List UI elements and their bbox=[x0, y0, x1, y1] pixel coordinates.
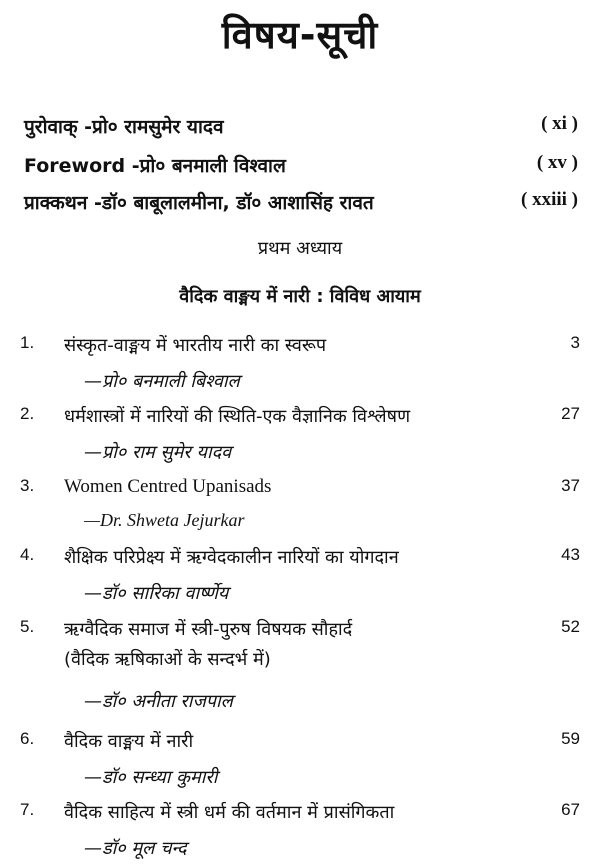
entry-page: 59 bbox=[561, 729, 580, 748]
front-matter-label: Foreword -प्रो० बनमाली विश्वाल bbox=[24, 155, 286, 177]
entry-number: 3. bbox=[20, 476, 35, 495]
entry-title: वैदिक साहित्य में स्त्री धर्म की वर्तमान में प्रासंगिकता bbox=[64, 802, 395, 823]
chapter-heading: प्रथम अध्याय bbox=[257, 238, 343, 259]
front-matter-label: प्राक्कथन -डॉ० बाबूलालमीना, डॉ० आशासिंह रावत bbox=[24, 192, 374, 214]
entry-author: —Dr. Shweta Jejurkar bbox=[84, 510, 245, 530]
front-matter-page: ( xxiii ) bbox=[521, 189, 578, 210]
entry-number: 2. bbox=[20, 404, 35, 423]
entry-number: 7. bbox=[20, 800, 35, 819]
entry-page: 3 bbox=[570, 333, 580, 352]
entry-title: Women Centred Upanisads bbox=[64, 476, 272, 497]
entry-author: —डॉ० सारिका वार्ष्णेय bbox=[84, 583, 229, 604]
entry-title: ऋग्वैदिक समाज में स्त्री-पुरुष विषयक सौहार्द bbox=[64, 619, 353, 640]
front-matter-page: ( xi ) bbox=[541, 113, 578, 134]
entry-page: 37 bbox=[561, 476, 580, 495]
entry-page: 43 bbox=[561, 545, 580, 564]
entry-author: —डॉ० सन्ध्या कुमारी bbox=[84, 767, 218, 788]
entry-title: धर्मशास्त्रों में नारियों की स्थिति-एक वैज्ञानिक विश्लेषण bbox=[64, 406, 411, 427]
entry-title: शैक्षिक परिप्रेक्ष्य में ऋग्वेदकालीन नारियों का योगदान bbox=[64, 547, 399, 568]
entry-number: 4. bbox=[20, 545, 35, 564]
entry-page: 67 bbox=[561, 800, 580, 819]
entry-title: वैदिक वाङ्मय में नारी bbox=[64, 731, 194, 752]
entry-number: 6. bbox=[20, 729, 35, 748]
entry-number: 5. bbox=[20, 617, 35, 636]
entry-author: —प्रो० बनमाली बिश्वाल bbox=[84, 371, 240, 392]
entry-title: संस्कृत-वाङ्मय में भारतीय नारी का स्वरूप bbox=[64, 335, 327, 356]
entry-title-continued: (वैदिक ऋषिकाओं के सन्दर्भ में) bbox=[64, 649, 271, 670]
front-matter-page: ( xv ) bbox=[536, 152, 578, 173]
front-matter-label: पुरोवाक् -प्रो० रामसुमेर यादव bbox=[24, 116, 224, 138]
entry-number: 1. bbox=[20, 333, 35, 352]
entry-author: —प्रो० राम सुमेर यादव bbox=[84, 442, 232, 463]
entry-page: 27 bbox=[561, 404, 580, 423]
chapter-subtitle: वैदिक वाङ्मय में नारी : विविध आयाम bbox=[179, 286, 421, 307]
page-title: विषय-सूची bbox=[221, 13, 379, 57]
entry-author: —डॉ० मूल चन्द bbox=[84, 838, 187, 859]
entry-author: —डॉ० अनीता राजपाल bbox=[84, 691, 233, 712]
entry-page: 52 bbox=[561, 617, 580, 636]
